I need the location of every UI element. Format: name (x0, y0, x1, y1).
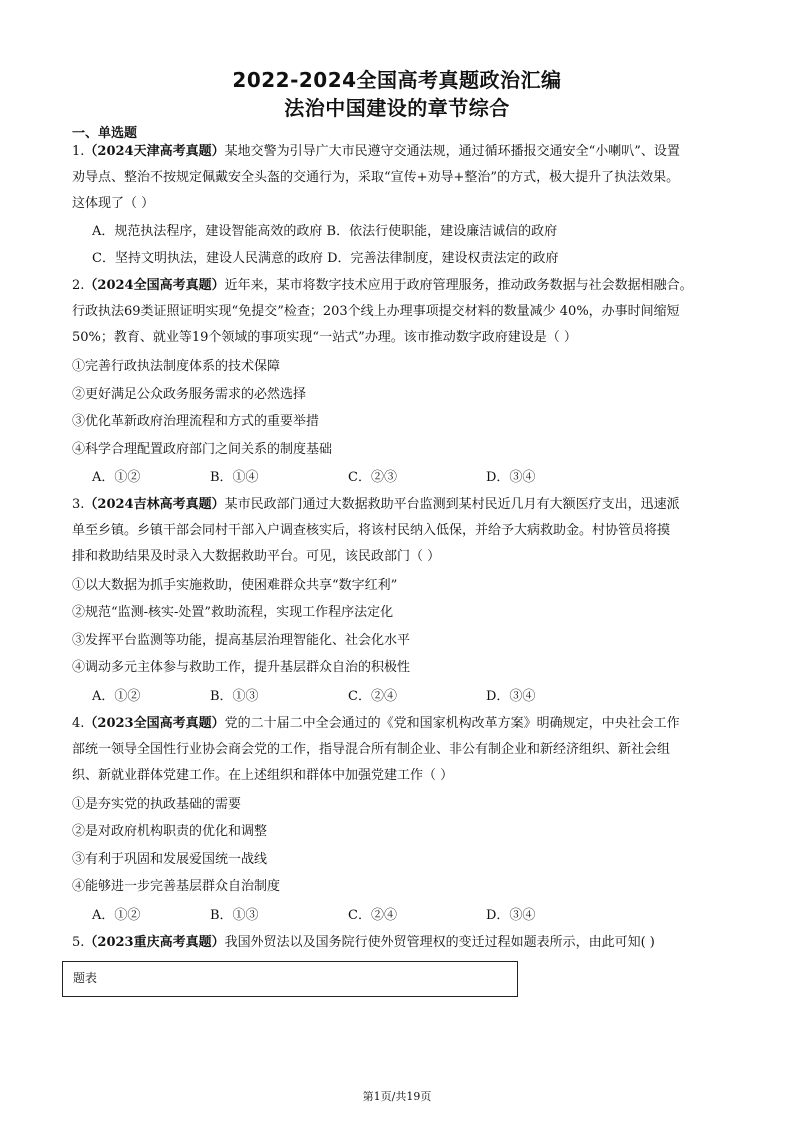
q4-item-2: ②是对政府机构职责的优化和调整 (72, 824, 268, 839)
q3-item-3: ③发挥平台监测等功能，提高基层治理智能化、社会化水平 (72, 633, 411, 648)
doc-title-line2: 法治中国建设的章节综合 (284, 96, 510, 120)
q3-choice-d: D．③④ (486, 689, 536, 704)
q2-item-4: ④科学合理配置政府部门之间关系的制度基础 (72, 442, 333, 457)
q3-choice-a: A．①② (92, 689, 141, 704)
q4-item-4: ④能够进一步完善基层群众自治制度 (72, 879, 281, 894)
q4-choice-c: C．②④ (348, 908, 397, 923)
doc-title-line1: 2022-2024全国高考真题政治汇编 (232, 68, 562, 92)
q2-choice-a: A．①② (92, 470, 141, 485)
q2-choice-c: C．②③ (348, 470, 397, 485)
q4-choice-d: D．③④ (486, 908, 536, 923)
q3-line-2: 单至乡镇。乡镇干部会同村干部入户调查核实后，将该村民纳入低保，并给予大病救助金。村协管员将摸 (72, 523, 671, 538)
q2-item-3: ③优化革新政府治理流程和方式的重要举措 (72, 414, 320, 429)
q4-item-1: ①是夯实党的执政基础的需要 (72, 797, 242, 812)
q4-line-2: 部统一领导全国性行业协会商会党的工作，指导混合所有制企业、非公有制企业和新经济组织、新社会组 (72, 742, 671, 757)
q1-line-2: 劝导点、整治不按规定佩戴安全头盔的交通行为，采取“宣传+劝导+整治”的方式，极大提升了执法效果。 (72, 170, 680, 185)
q2-line-3: 50%；教育、就业等19个领域的事项实现“一站式”办理。该市推动数字政府建设是（ ） (72, 330, 577, 345)
q3-line-1: 3.（2024吉林高考真题）某市民政部门通过大数据救助平台监测到某村民近几月有大额医疗支出，迅速派 (72, 497, 680, 512)
q3-item-1: ①以大数据为抓手实施救助，使困难群众共享“数字红利” (72, 578, 398, 593)
q3-line-3: 排和救助结果及时录入大数据救助平台。可见，该民政部门（ ） (72, 549, 441, 564)
q4-line-1: 4.（2023全国高考真题）党的二十届二中全会通过的《党和国家机构改革方案》明确规定，中央社会工作 (72, 716, 680, 731)
q1-line-1: 1.（2024天津高考真题）某地交警为引导广大市民遵守交通法规，通过循环播报交通安全“小喇叭”、设置 (72, 144, 680, 159)
q4-choice-a: A．①② (92, 908, 141, 923)
q5-table-box (62, 961, 518, 997)
q1-option-ab: A．规范执法程序，建设智能高效的政府 B．依法行使职能，建设廉洁诚信的政府 (92, 224, 558, 239)
q5-line-1: 5.（2023重庆高考真题）我国外贸法以及国务院行使外贸管理权的变迁过程如题表所示，由此可知( ) (72, 935, 655, 950)
page-footer: 第1页/共19页 (362, 1090, 432, 1103)
q2-line-1: 2.（2024全国高考真题）近年来，某市将数字技术应用于政府管理服务，推动政务数据与社会数据相融合。 (72, 278, 693, 293)
q4-item-3: ③有利于巩固和发展爱国统一战线 (72, 852, 268, 867)
q3-item-4: ④调动多元主体参与救助工作，提升基层群众自治的积极性 (72, 660, 411, 675)
q2-line-2: 行政执法69类证照证明实现“免提交”检查；203个线上办理事项提交材料的数量减少 40%，办事时间缩短 (72, 304, 680, 319)
section-heading: 一、单选题 (72, 126, 138, 141)
q2-choice-d: D．③④ (486, 470, 536, 485)
q1-option-cd: C．坚持文明执法，建设人民满意的政府 D．完善法律制度，建设权责法定的政府 (92, 251, 559, 266)
q2-choice-b: B．①④ (210, 470, 259, 485)
q2-item-2: ②更好满足公众政务服务需求的必然选择 (72, 387, 307, 402)
q3-choice-b: B．①③ (210, 689, 259, 704)
q4-line-3: 织、新就业群体党建工作。在上述组织和群体中加强党建工作（ ） (72, 768, 454, 783)
q4-choice-b: B．①③ (210, 908, 259, 923)
q3-choice-c: C．②④ (348, 689, 397, 704)
q1-line-3: 这体现了（ ） (72, 196, 155, 211)
q5-table-label: 题表 (73, 971, 98, 985)
q3-item-2: ②规范“监测-核实-处置”救助流程，实现工作程序法定化 (72, 605, 394, 620)
q2-item-1: ①完善行政执法制度体系的技术保障 (72, 359, 281, 374)
